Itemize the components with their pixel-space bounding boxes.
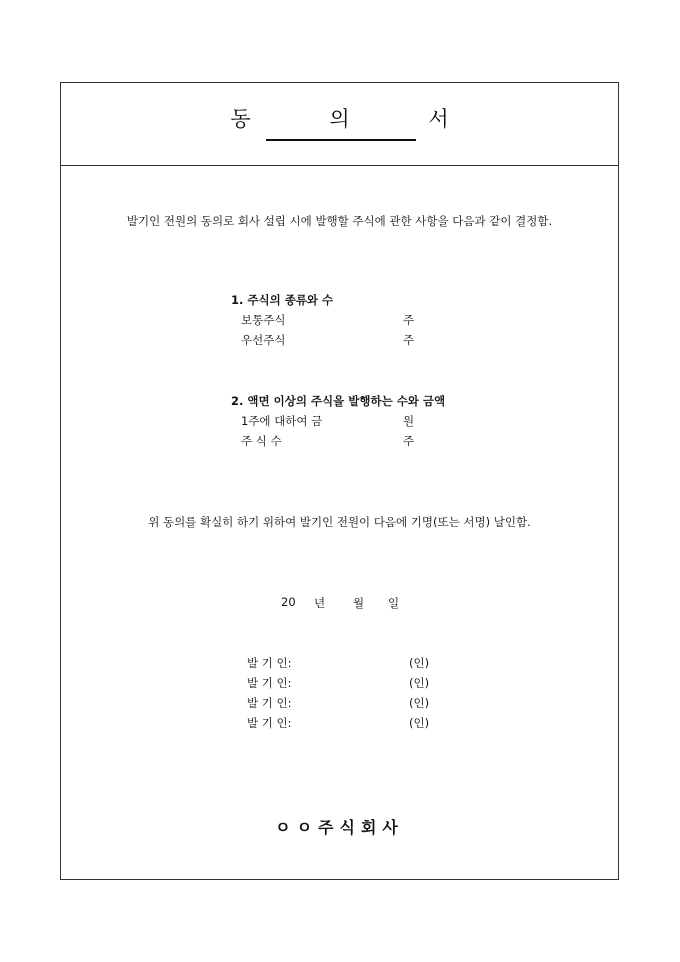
date-day: 일 [388,596,400,610]
row-label: 주 식 수 [241,434,282,448]
signer-label: 발 기 인: [247,656,292,670]
signer-label: 발 기 인: [247,676,292,690]
seal-mark: (인) [409,696,430,710]
seal-mark: (인) [409,656,430,670]
title-underline [266,139,416,141]
title-area [61,103,618,133]
company-name: ㅇㅇ주식회사 [275,818,404,837]
row-unit: 주 [403,313,415,327]
list-item [231,330,415,350]
title-divider [61,165,618,166]
signer-row [247,693,487,713]
seal-mark: (인) [409,676,430,690]
section-share-types [231,290,415,350]
row-label: 1주에 대하여 금 [241,414,323,428]
date-month: 월 [353,596,365,610]
row-unit: 주 [403,434,415,448]
intro-text: 발기인 전원의 동의로 회사 설립 시에 발행할 주식에 관한 사항을 다음과 같이 결정함. [126,214,553,228]
list-item [231,431,445,451]
row-label: 우선주식 [241,333,286,347]
seal-mark: (인) [409,716,430,730]
row-unit: 주 [403,333,415,347]
signer-row [247,673,487,693]
pledge-text: 위 동의를 확실히 하기 위하여 발기인 전원이 다음에 기명(또는 서명) 날인함. [148,515,531,529]
signer-row [247,653,487,673]
signers-list [247,653,487,733]
signer-row [247,713,487,733]
document-title: 동 의 서 [230,107,485,131]
row-label: 보통주식 [241,313,286,327]
list-item [231,310,415,330]
signer-label: 발 기 인: [247,696,292,710]
document-frame [60,82,619,880]
date-year: 년 [314,596,326,610]
section-issue-amount [231,391,445,451]
list-item [231,411,445,431]
section-heading: 2. 액면 이상의 주식을 발행하는 수와 금액 [231,394,446,408]
row-unit: 원 [403,414,415,428]
section-heading: 1. 주식의 종류와 수 [231,293,334,307]
date-year-prefix: 20 [281,595,296,609]
signer-label: 발 기 인: [247,716,292,730]
